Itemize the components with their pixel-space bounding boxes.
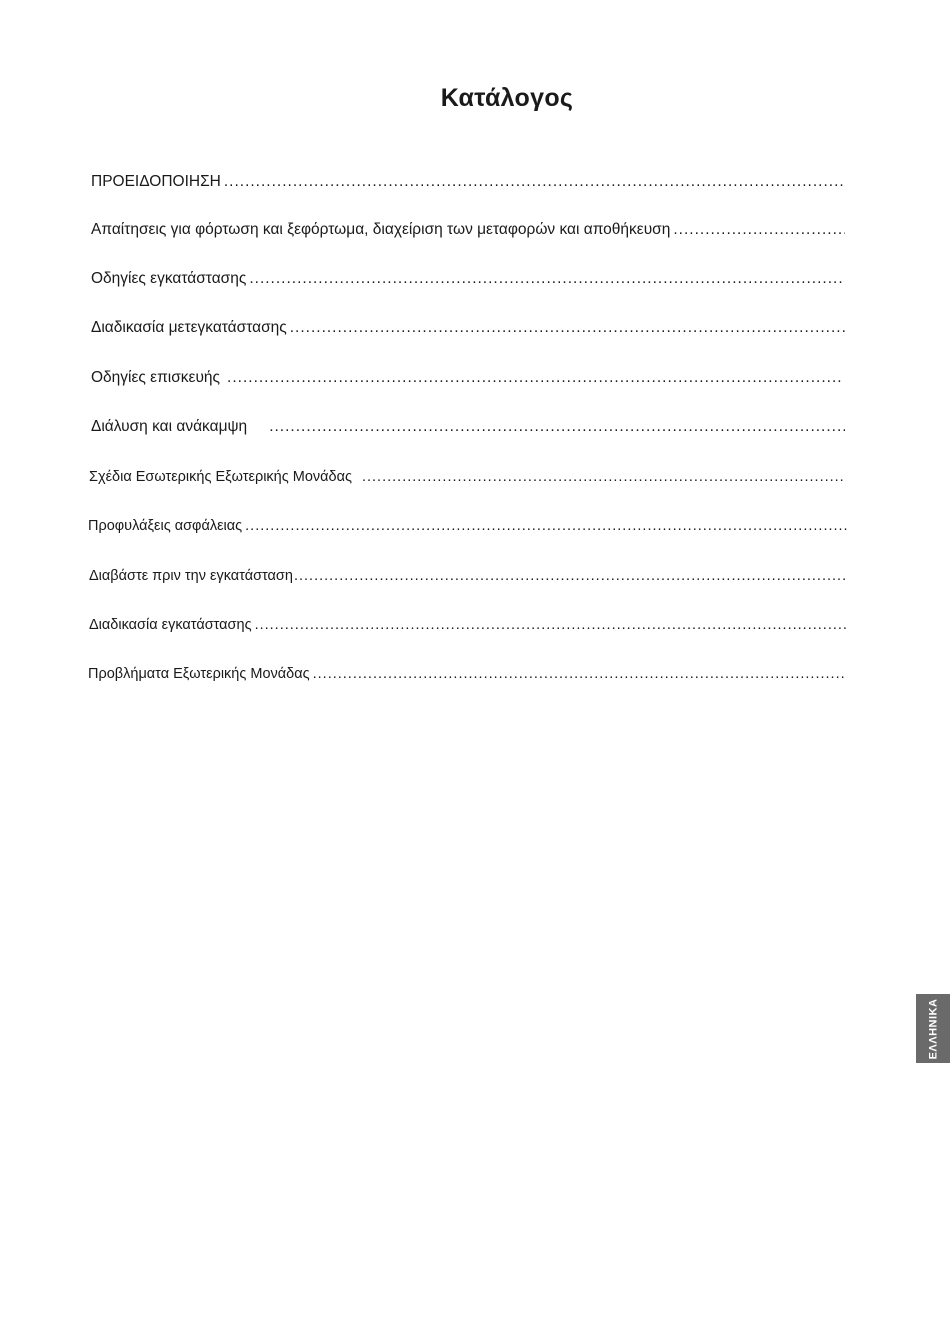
- dot-leader: [224, 172, 845, 192]
- toc-entry-label: Προβλήματα Εξωτερικής Μονάδας: [88, 666, 310, 682]
- dot-leader: [290, 318, 845, 338]
- dot-leader: [255, 615, 847, 635]
- toc-entry-label: Σχέδια Εσωτερικής Εξωτερικής Μονάδας: [89, 469, 352, 485]
- toc-entry-label: Διαδικασία μετεγκατάστασης: [91, 319, 287, 336]
- dot-leader: [313, 664, 847, 684]
- toc-entry-label: Απαίτησεις για φόρτωση και ξεφόρτωμα, διαχείριση των μεταφορών και αποθήκευση: [91, 221, 671, 238]
- toc-entry-label: Διαδικασία εγκατάστασης: [89, 617, 252, 633]
- toc-entry-label: Οδηγίες επισκευής: [91, 369, 221, 386]
- dot-leader: [362, 467, 844, 487]
- toc-entry-outdoor-unit-problems[interactable]: [88, 664, 847, 684]
- toc-entry-label: Οδηγίες εγκατάστασης: [91, 270, 247, 287]
- toc-entry-dismantling-recovery[interactable]: [91, 417, 845, 437]
- toc-entry-label: Διάλυση και ανάκαμψη: [91, 418, 248, 435]
- toc-entry-unit-drawings[interactable]: [89, 467, 844, 487]
- toc-entry-label: Προφυλάξεις ασφάλειας: [88, 518, 243, 534]
- toc-entry-installation-procedure[interactable]: [89, 615, 847, 635]
- language-tab-label: ΕΛΛΗΝΙΚΑ: [927, 998, 939, 1059]
- dot-leader: [245, 516, 847, 536]
- toc-entry-safety-precautions[interactable]: [88, 516, 847, 536]
- dot-leader: [294, 566, 847, 586]
- dot-leader: [227, 368, 843, 388]
- toc-entry-repair-instructions[interactable]: [91, 368, 843, 388]
- page-title: Κατάλογος: [440, 84, 574, 112]
- toc-entry-label: Διαβάστε πριν την εγκατάσταση: [89, 568, 293, 584]
- toc-entry-installation-instructions[interactable]: [91, 269, 845, 289]
- language-tab: [916, 994, 950, 1063]
- dot-leader: [249, 269, 845, 289]
- toc-entry-label: ΠΡΟΕΙΔΟΠΟΙΗΣΗ: [91, 173, 221, 190]
- dot-leader: [673, 220, 845, 240]
- toc-entry-relocation-procedure[interactable]: [91, 318, 845, 338]
- dot-leader: [269, 417, 845, 437]
- toc-entry-read-before-installation[interactable]: [89, 566, 847, 586]
- toc-entry-warning[interactable]: [91, 172, 845, 192]
- toc-entry-loading-requirements[interactable]: [91, 220, 845, 240]
